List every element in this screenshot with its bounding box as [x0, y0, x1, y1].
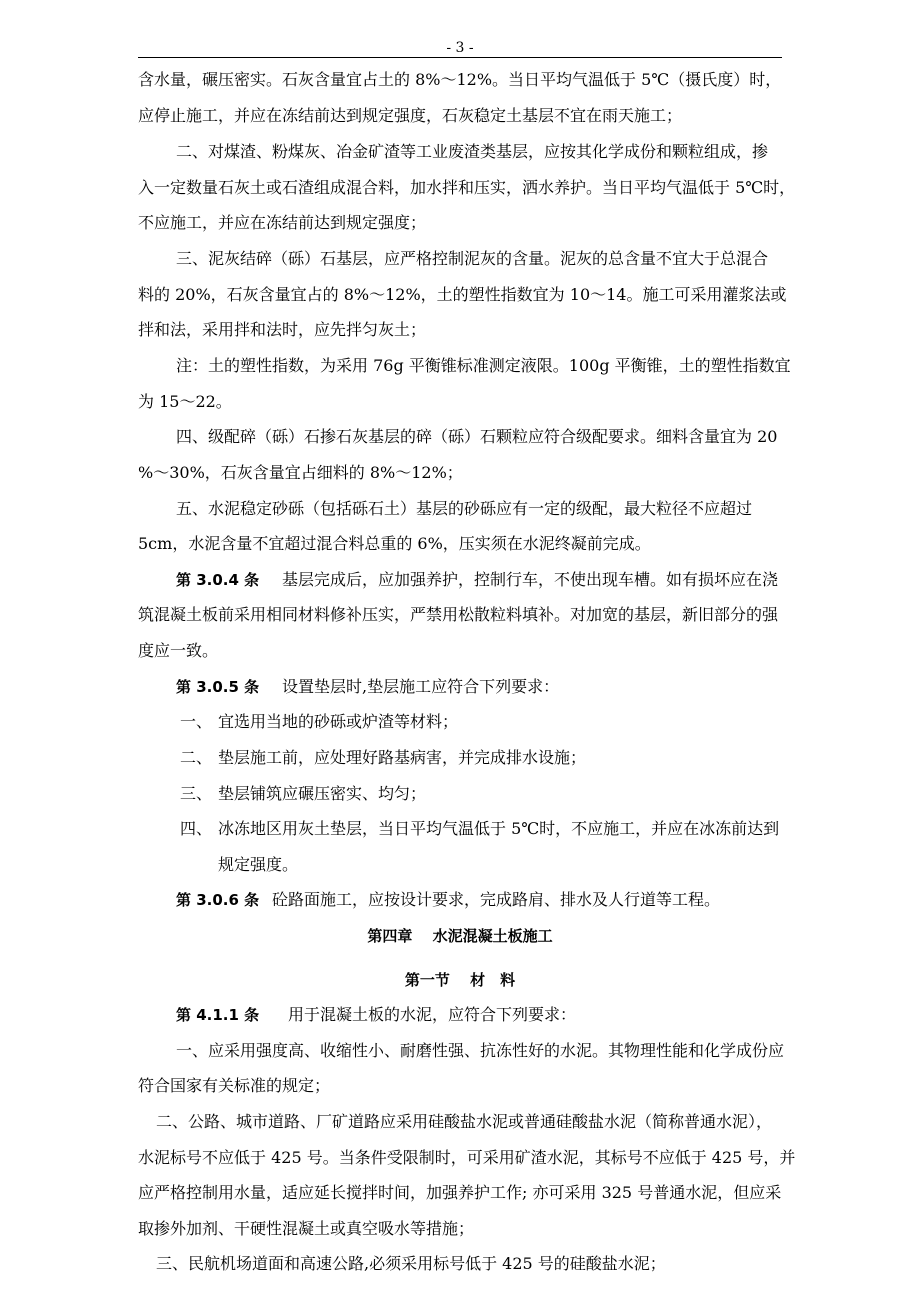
clause-text: 用于混凝土板的水泥，应符合下列要求：: [288, 1005, 577, 1024]
paragraph-text: 一、应采用强度高、收缩性小、耐磨性强、抗冻性好的水泥。其物理性能和化学成份应: [176, 1041, 785, 1060]
paragraph-text: 拌和法，采用拌和法时，应先拌匀灰土；: [138, 320, 427, 339]
paragraph-text: 应严格控制用水量，适应延长搅拌时间，加强养护工作; 亦可采用 325 号普通水泥，但应采: [138, 1183, 782, 1202]
clause-label: 二、: [180, 748, 213, 767]
clause-text: 冰冻地区用灰土垫层，当日平均气温低于 5℃时，不应施工，并应在冰冻前达到: [218, 819, 780, 838]
paragraph-text: 符合国家有关标准的规定；: [138, 1076, 331, 1095]
clause-label: 第 3.0.4 条: [176, 571, 260, 589]
paragraph-text: 四、级配碎（砾）石掺石灰基层的碎（砾）石颗粒应符合级配要求。细料含量宜为 20: [176, 427, 778, 446]
paragraph-text: 含水量，碾压密实。石灰含量宜占土的 8%～12%。当日平均气温低于 5℃（摄氏度）时，: [138, 70, 782, 89]
paragraph-text: 料的 20%，石灰含量宜占的 8%～12%，土的塑性指数宜为 10～14。施工可采用灌浆法或: [138, 285, 787, 304]
clause-label: 四、: [180, 819, 213, 838]
clause-label: 第 3.0.6 条: [176, 891, 260, 909]
clause-text: 垫层施工前，应处理好路基病害，并完成排水设施；: [218, 748, 587, 767]
clause-text: 宜选用当地的砂砾或炉渣等材料；: [218, 712, 459, 731]
paragraph-text: 入一定数量石灰土或石渣组成混合料，加水拌和压实，洒水养护。当日平均气温低于 5℃时，: [138, 178, 796, 197]
clause-text: 设置垫层时,垫层施工应符合下列要求：: [282, 677, 560, 696]
paragraph-text: 注：土的塑性指数，为采用 76g 平衡锥标准测定液限。100g 平衡锥，土的塑性指数宜: [176, 356, 791, 375]
paragraph-text: %～30%，石灰含量宜占细料的 8%～12%；: [138, 463, 463, 482]
section-heading: 第一节 材 料: [404, 971, 516, 989]
clause-label: 第 4.1.1 条: [176, 1006, 260, 1024]
paragraph-text: 二、对煤渣、粉煤灰、冶金矿渣等工业废渣类基层，应按其化学成份和颗粒组成，掺: [176, 142, 769, 161]
paragraph-text: 为 15～22。: [138, 392, 232, 411]
paragraph-text: 三、泥灰结碎（砾）石基层，应严格控制泥灰的含量。泥灰的总含量不宜大于总混合: [176, 249, 769, 268]
page-number: - 3 -: [446, 40, 474, 56]
paragraph-text: 不应施工，并应在冻结前达到规定强度；: [138, 213, 427, 232]
paragraph-text: 规定强度。: [218, 855, 299, 874]
clause-text: 砼路面施工，应按设计要求，完成路肩、排水及人行道等工程。: [272, 890, 721, 909]
clause-label: 一、: [180, 712, 213, 731]
header-rule: [138, 57, 782, 58]
paragraph-text: 取掺外加剂、干硬性混凝土或真空吸水等措施；: [138, 1219, 475, 1238]
paragraph-text: 度应一致。: [138, 641, 219, 660]
clause-text: 基层完成后，应加强养护，控制行车，不使出现车槽。如有损坏应在浇: [282, 570, 779, 589]
paragraph-text: 二、公路、城市道路、厂矿道路应采用硅酸盐水泥或普通硅酸盐水泥（简称普通水泥），: [156, 1112, 773, 1131]
clause-label: 三、: [180, 784, 213, 803]
paragraph-text: 5cm，水泥含量不宜超过混合料总重的 6%，压实须在水泥终凝前完成。: [138, 534, 651, 553]
paragraph-text: 筑混凝土板前采用相同材料修补压实，严禁用松散粒料填补。对加宽的基层，新旧部分的强: [138, 605, 779, 624]
paragraph-text: 应停止施工，并应在冻结前达到规定强度，石灰稳定土基层不宜在雨天施工；: [138, 106, 683, 125]
paragraph-text: 三、民航机场道面和高速公路,必须采用标号低于 425 号的硅酸盐水泥；: [156, 1254, 666, 1273]
clause-text: 垫层铺筑应碾压密实、均匀；: [218, 784, 427, 803]
paragraph-text: 水泥标号不应低于 425 号。当条件受限制时，可采用矿渣水泥，其标号不应低于 425 号，并: [138, 1148, 796, 1167]
paragraph-text: 五、水泥稳定砂砾（包括砾石土）基层的砂砾应有一定的级配，最大粒径不应超过: [176, 499, 753, 518]
section-heading: 第四章 水泥混凝土板施工: [367, 927, 553, 945]
clause-label: 第 3.0.5 条: [176, 678, 260, 696]
